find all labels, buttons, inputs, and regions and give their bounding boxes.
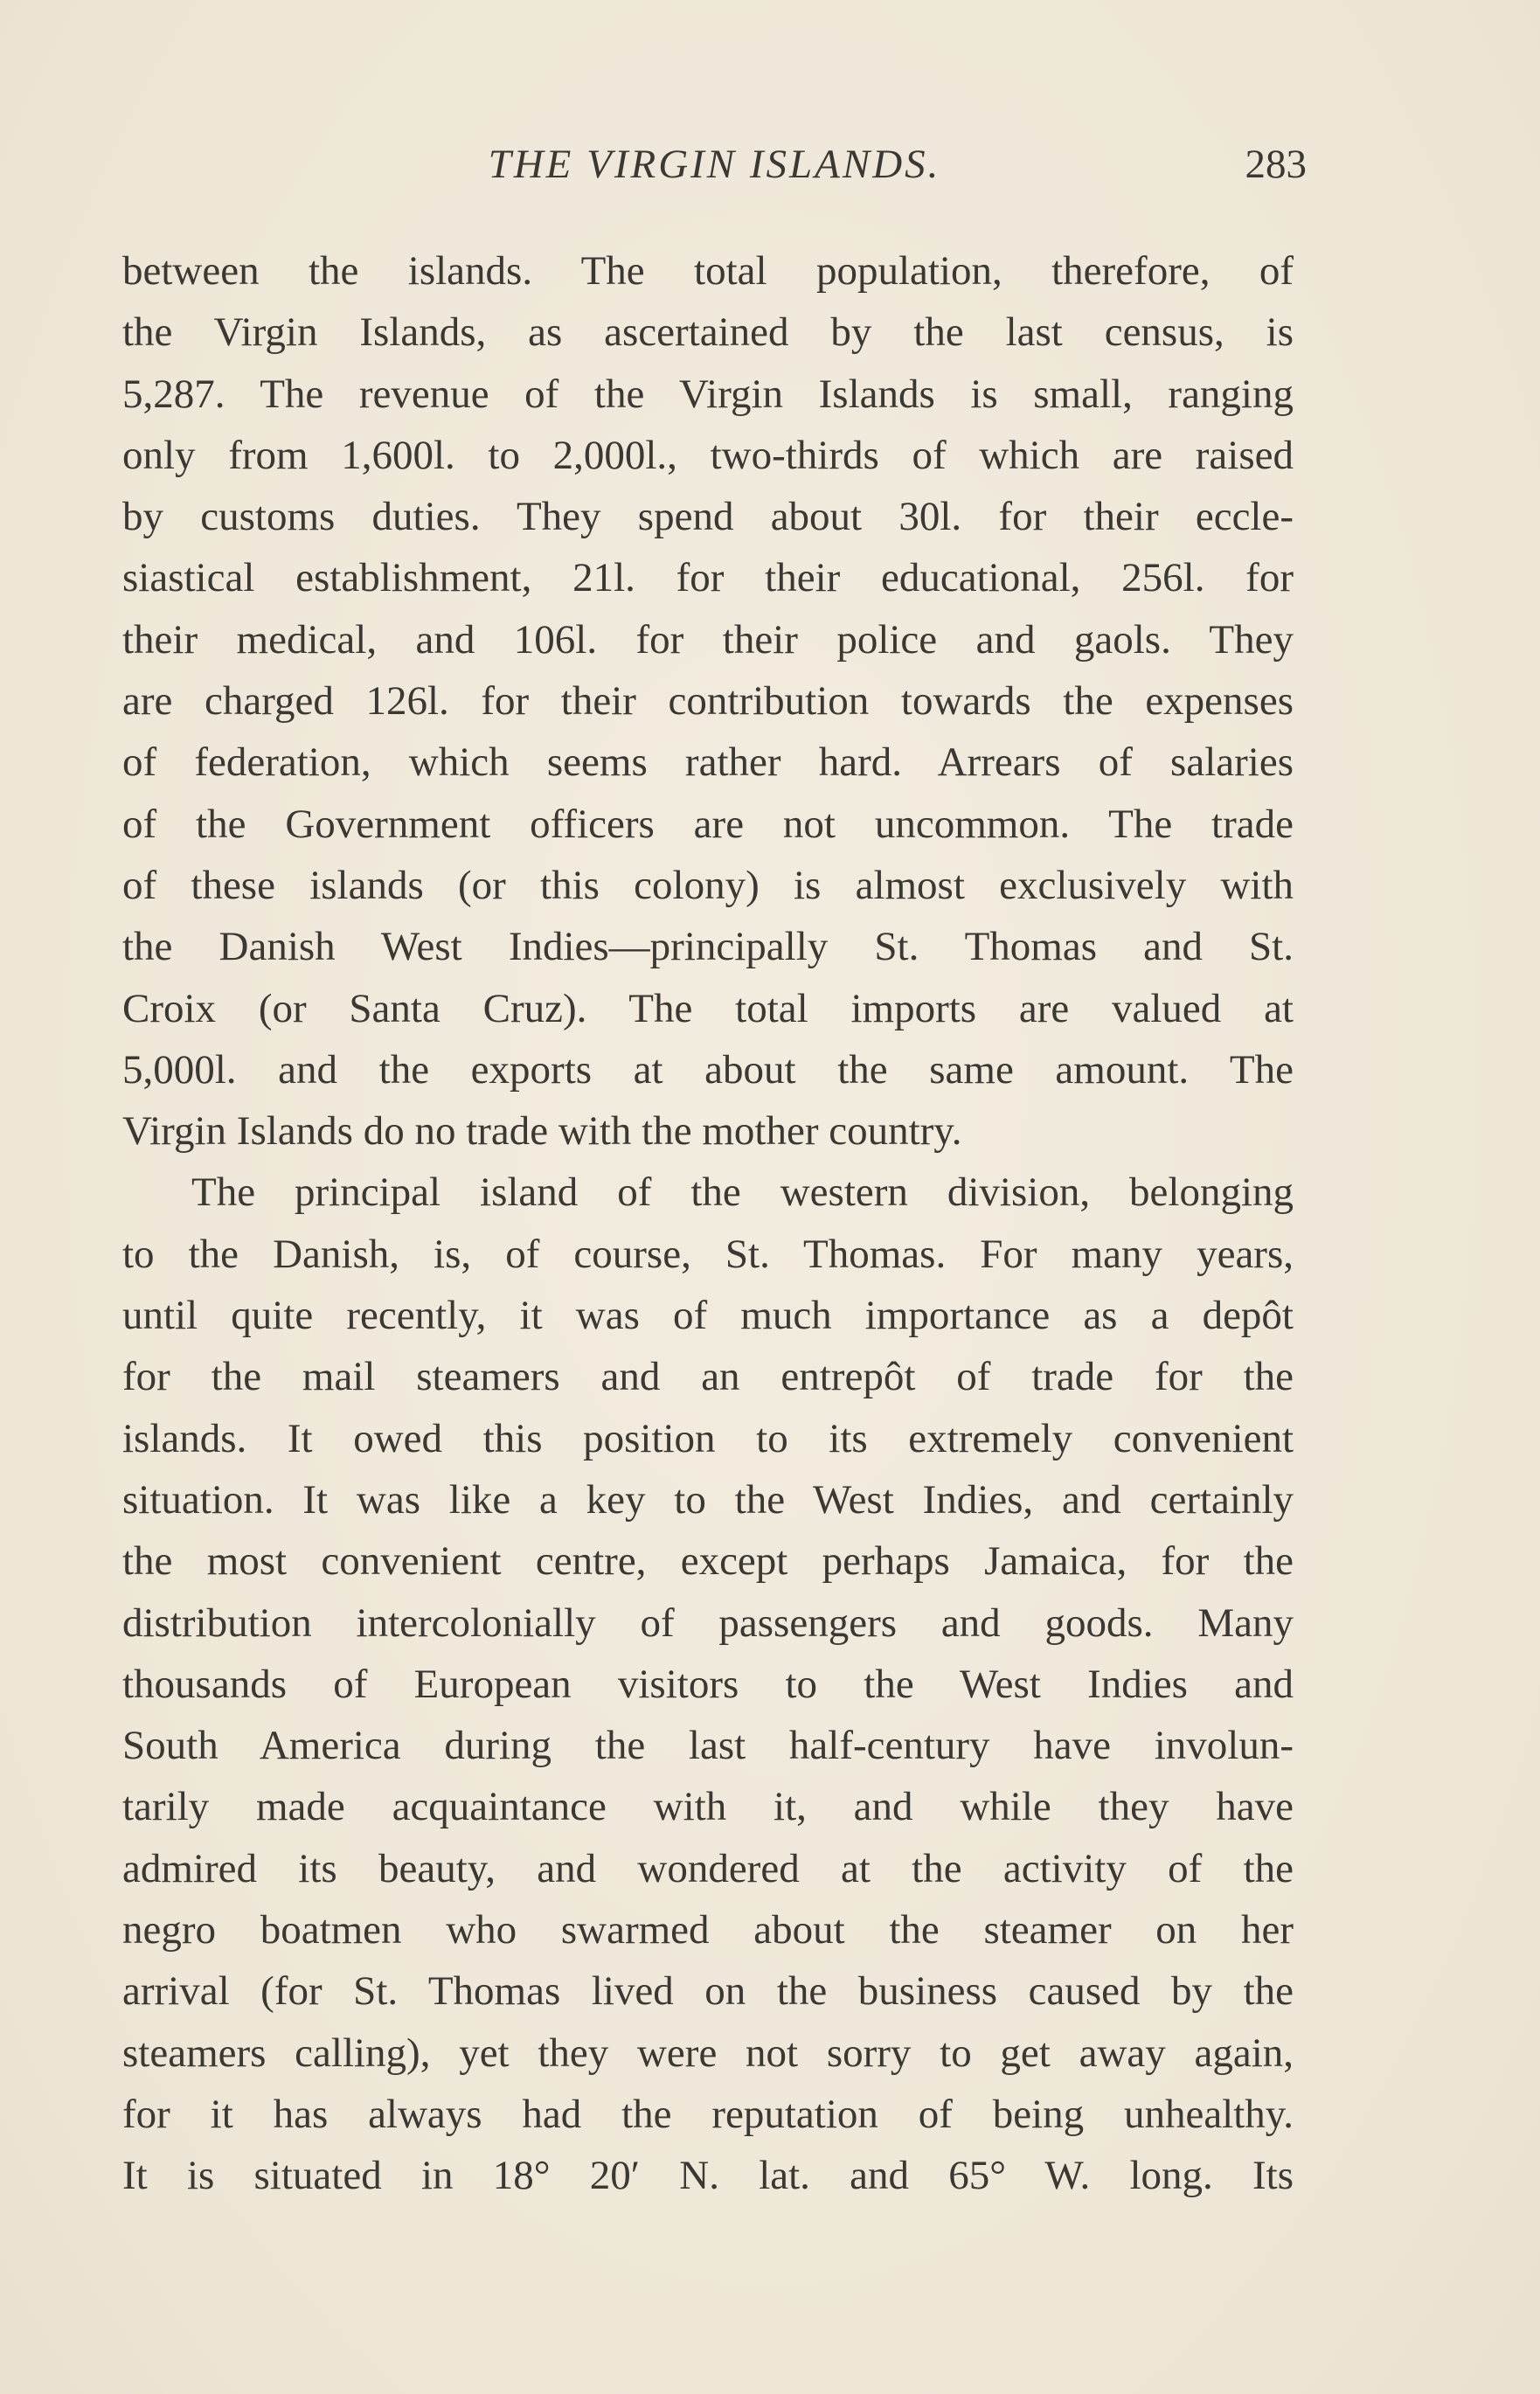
page-number: 283 — [1245, 142, 1307, 187]
text-line: The principal island of the western division, belonging — [191, 1169, 1294, 1216]
text-line: by customs duties. They spend about 30l. for their eccle- — [122, 494, 1294, 540]
text-line: only from 1,600l. to 2,000l., two-thirds of which are raised — [122, 432, 1294, 478]
text-line: It is situated in 18° 20′ N. lat. and 65° W. long. Its — [122, 2153, 1294, 2199]
text-line: between the islands. The total population, therefore, of — [122, 248, 1294, 294]
text-line: admired its beauty, and wondered at the activity of the — [122, 1845, 1294, 1891]
body-text — [122, 240, 1294, 2207]
text-line: distribution intercolonially of passengers and goods. Many — [122, 1599, 1294, 1646]
text-line: thousands of European visitors to the West Indies and — [122, 1661, 1294, 1707]
text-line: for it has always had the reputation of being unhealthy. — [122, 2091, 1294, 2137]
text-line: for the mail steamers and an entrepôt of trade for the — [122, 1354, 1294, 1400]
text-line: Virgin Islands do no trade with the mother country. — [122, 1108, 962, 1155]
text-line: of the Government officers are not uncommon. The trade — [122, 801, 1294, 847]
text-line: until quite recently, it was of much importance as a depôt — [122, 1293, 1294, 1339]
running-head — [122, 138, 1307, 191]
text-line: their medical, and 106l. for their police and gaols. They — [122, 616, 1294, 663]
text-line: islands. It owed this position to its extremely convenient — [122, 1415, 1294, 1461]
text-line: to the Danish, is, of course, St. Thomas. For many years, — [122, 1231, 1294, 1277]
text-line: are charged 126l. for their contribution towards the expenses — [122, 678, 1294, 725]
running-title: THE VIRGIN ISLANDS. — [488, 142, 941, 187]
text-line: negro boatmen who swarmed about the steamer on her — [122, 1907, 1294, 1953]
text-line: tarily made acquaintance with it, and while they have — [122, 1784, 1294, 1830]
text-line: arrival (for St. Thomas lived on the business caused by the — [122, 1968, 1294, 2015]
text-line: siastical establishment, 21l. for their educational, 256l. for — [122, 555, 1294, 601]
text-line: of federation, which seems rather hard. Arrears of salaries — [122, 739, 1294, 786]
text-line: 5,287. The revenue of the Virgin Islands is small, ranging — [122, 371, 1294, 417]
text-line: of these islands (or this colony) is almost exclusively with — [122, 862, 1294, 908]
text-line: 5,000l. and the exports at about the same amount. The — [122, 1046, 1294, 1093]
text-line: steamers calling), yet they were not sorry to get away again, — [122, 2030, 1294, 2076]
text-line: situation. It was like a key to the West Indies, and certainly — [122, 1476, 1294, 1523]
text-line: South America during the last half-century have involun- — [122, 1723, 1294, 1769]
text-line: the Virgin Islands, as ascertained by the last census, is — [122, 309, 1294, 356]
text-line: the Danish West Indies—principally St. Thomas and St. — [122, 924, 1294, 970]
text-line: the most convenient centre, except perhaps Jamaica, for the — [122, 1538, 1294, 1585]
text-line: Croix (or Santa Cruz). The total imports are valued at — [122, 985, 1294, 1031]
